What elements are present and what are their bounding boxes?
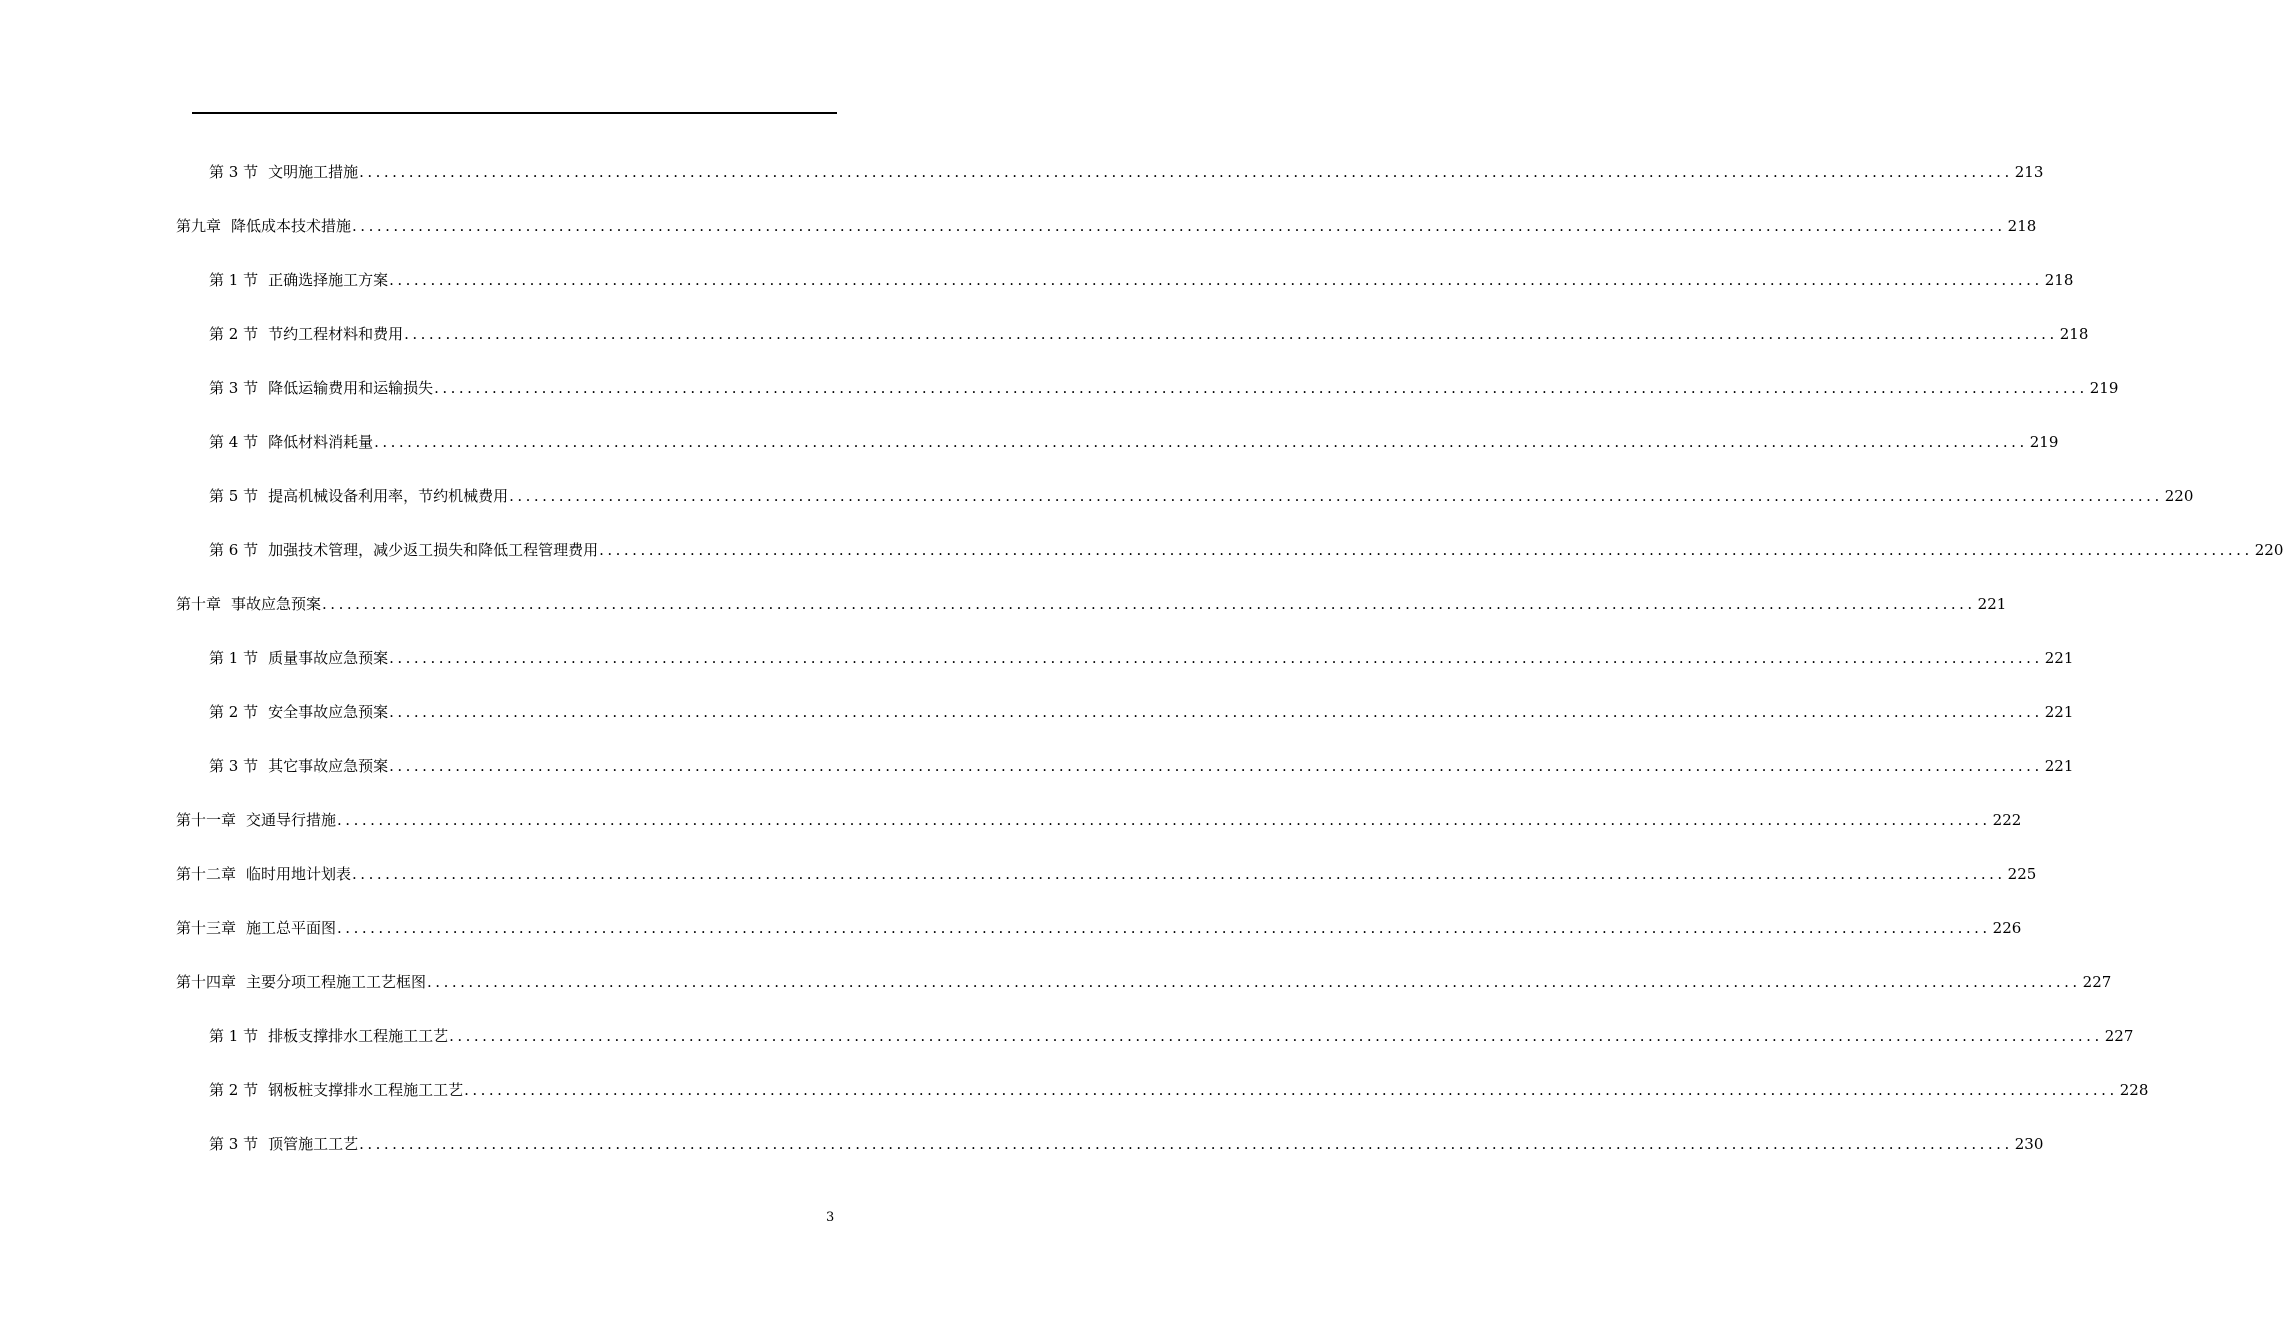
toc-dot-leader: ........................................................................................................................................................................................................ [337,919,1991,937]
toc-entry[interactable] [176,864,2037,884]
toc-entry-number: 第十四章 [176,973,237,991]
toc-entry[interactable] [176,918,2022,938]
toc-entry-page: 225 [2007,865,2037,883]
toc-dot-leader: ........................................................................................................................................................................................................ [449,1027,2103,1045]
toc-dot-leader: ........................................................................................................................................................................................................ [359,1135,2013,1153]
toc-dot-leader: ........................................................................................................................................................................................................ [352,217,2006,235]
toc-entry-page: 221 [2044,757,2074,775]
toc-entry-title: 主要分项工程施工工艺框图 [246,973,427,991]
toc-entry-page: 221 [2044,649,2074,667]
toc-entry[interactable] [209,540,2283,560]
toc-entry-number: 第 2 节 [209,325,259,343]
toc-entry-number: 第 3 节 [209,163,259,181]
toc-entry-number: 第 2 节 [209,703,259,721]
toc-entry-title: 质量事故应急预案 [268,649,389,667]
toc-entry-number: 第 3 节 [209,379,259,397]
toc-entry-number: 第十一章 [176,811,237,829]
toc-dot-leader: ........................................................................................................................................................................................................ [337,811,1991,829]
toc-entry-title: 正确选择施工方案 [268,271,389,289]
toc-entry-number: 第 5 节 [209,487,259,505]
toc-entry-number: 第十二章 [176,865,237,883]
toc-entry-title: 排板支撑排水工程施工工艺 [268,1027,449,1045]
toc-dot-leader: ........................................................................................................................................................................................................ [389,703,2043,721]
toc-entry-page: 230 [2014,1135,2044,1153]
toc-entry-page: 219 [2029,433,2059,451]
toc-entry[interactable] [209,486,2194,506]
toc-entry-number: 第 6 节 [209,541,259,559]
toc-entry-title: 降低成本技术措施 [231,217,352,235]
toc-dot-leader: ........................................................................................................................................................................................................ [359,163,2013,181]
toc-entry-title: 降低运输费用和运输损失 [268,379,434,397]
toc-dot-leader: ........................................................................................................................................................................................................ [389,649,2043,667]
toc-dot-leader: ........................................................................................................................................................................................................ [374,433,2028,451]
toc-entry-title: 安全事故应急预案 [268,703,389,721]
toc-entry[interactable] [209,162,2044,182]
toc-entry[interactable] [176,216,2037,236]
toc-entry[interactable] [209,1026,2134,1046]
toc-dot-leader: ........................................................................................................................................................................................................ [322,595,1976,613]
toc-entry-number: 第十章 [176,595,222,613]
toc-entry-title: 节约工程材料和费用 [268,325,404,343]
toc-entry[interactable] [209,756,2074,776]
toc-entry-page: 221 [2044,703,2074,721]
toc-entry-number: 第 1 节 [209,1027,259,1045]
toc-entry-page: 219 [2089,379,2119,397]
toc-entry-title: 交通导行措施 [246,811,337,829]
toc-entry[interactable] [176,594,2007,614]
toc-entry-title: 文明施工措施 [268,163,359,181]
toc-entry-number: 第 3 节 [209,1135,259,1153]
toc-entry-page: 222 [1992,811,2022,829]
toc-entry-page: 213 [2014,163,2044,181]
toc-entry-page: 220 [2164,487,2194,505]
toc-entry-page: 221 [1977,595,2007,613]
toc-entry-page: 218 [2044,271,2074,289]
toc-entry-number: 第 2 节 [209,1081,259,1099]
toc-dot-leader: ........................................................................................................................................................................................................ [427,973,2081,991]
toc-entry[interactable] [209,648,2074,668]
toc-entry[interactable] [176,972,2112,992]
toc-entry-number: 第九章 [176,217,222,235]
toc-dot-leader: ........................................................................................................................................................................................................ [389,271,2043,289]
toc-entry-page: 226 [1992,919,2022,937]
toc-dot-leader: ........................................................................................................................................................................................................ [509,487,2163,505]
toc-entry-title: 加强技术管理，减少返工损失和降低工程管理费用 [268,541,599,559]
toc-dot-leader: ........................................................................................................................................................................................................ [434,379,2088,397]
toc-entry-number: 第 1 节 [209,649,259,667]
toc-dot-leader: ........................................................................................................................................................................................................ [404,325,2058,343]
toc-entry-page: 227 [2082,973,2112,991]
toc-entry-title: 降低材料消耗量 [268,433,374,451]
toc-entry-page: 227 [2104,1027,2134,1045]
toc-entry[interactable] [209,270,2074,290]
toc-entry-title: 其它事故应急预案 [268,757,389,775]
toc-entry-page: 218 [2007,217,2037,235]
toc-entry-number: 第 1 节 [209,271,259,289]
toc-entry-page: 218 [2059,325,2089,343]
toc-entry[interactable] [209,432,2059,452]
toc-dot-leader: ........................................................................................................................................................................................................ [464,1081,2118,1099]
page-number: 3 [826,1210,835,1225]
toc-entry-title: 临时用地计划表 [246,865,352,883]
toc-entry-title: 施工总平面图 [246,919,337,937]
toc-entry-number: 第 3 节 [209,757,259,775]
toc-dot-leader: ........................................................................................................................................................................................................ [389,757,2043,775]
toc-entry[interactable] [209,378,2119,398]
toc-entry[interactable] [209,702,2074,722]
toc-entry-title: 顶管施工工艺 [268,1135,359,1153]
toc-entry-title: 提高机械设备利用率，节约机械费用 [268,487,509,505]
toc-entry-title: 钢板桩支撑排水工程施工工艺 [268,1081,464,1099]
header-rule [192,112,837,114]
toc-dot-leader: ........................................................................................................................................................................................................ [599,541,2253,559]
toc-entry-page: 228 [2119,1081,2149,1099]
toc-entry[interactable] [176,810,2022,830]
toc-entry-number: 第十三章 [176,919,237,937]
toc-entry[interactable] [209,1134,2044,1154]
toc-entry-title: 事故应急预案 [231,595,322,613]
toc-entry-page: 220 [2254,541,2283,559]
toc-dot-leader: ........................................................................................................................................................................................................ [352,865,2006,883]
toc-entry-number: 第 4 节 [209,433,259,451]
toc-entry[interactable] [209,324,2089,344]
toc-entry[interactable] [209,1080,2149,1100]
